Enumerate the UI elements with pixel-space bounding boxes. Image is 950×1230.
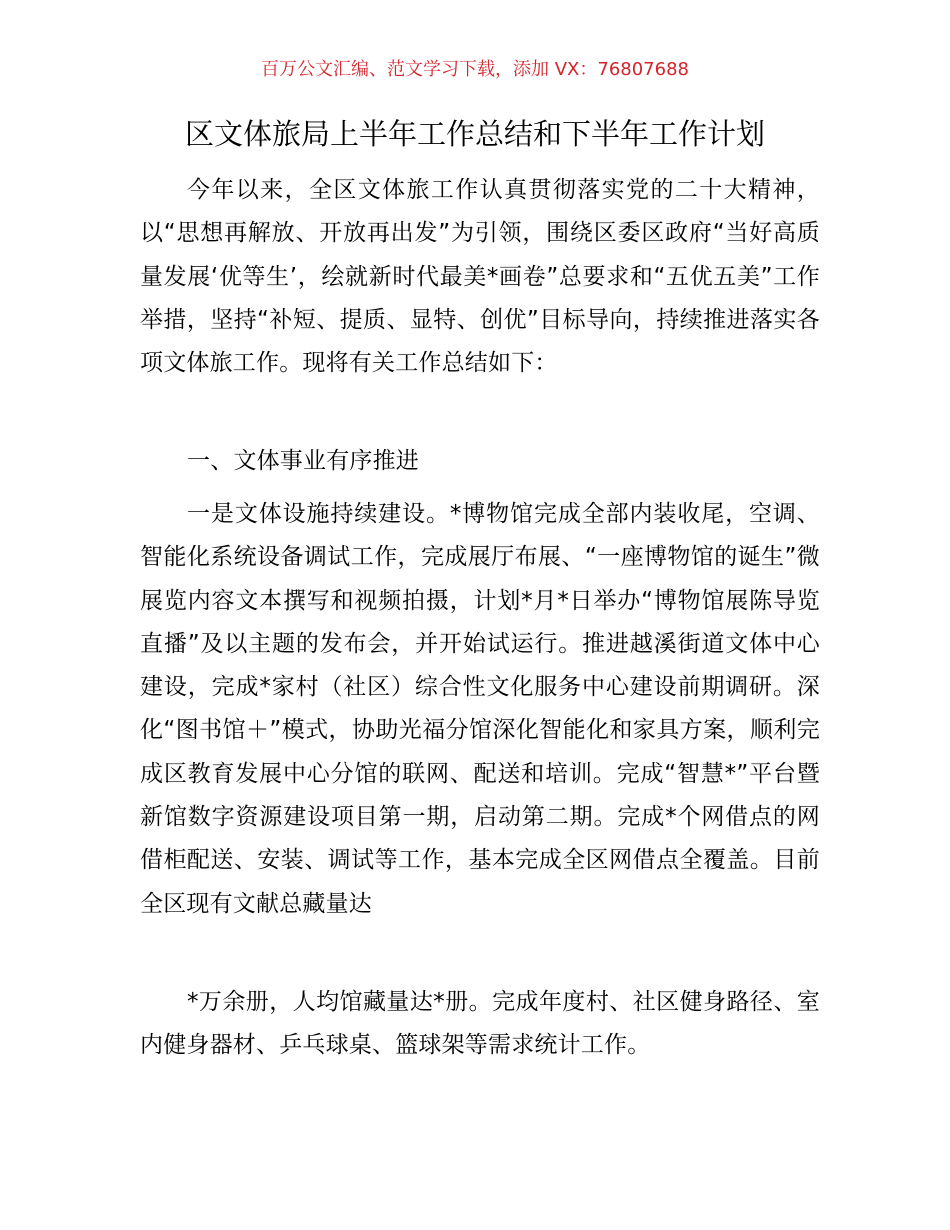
section-heading-1: 一、文体事业有序推进 (187, 448, 419, 474)
continuation-paragraph: *万余册，人均馆藏量达*册。完成年度村、社区健身路径、室内健身器材、乒乓球桌、篮球架等需求统计工作。 (140, 989, 820, 1059)
facilities-paragraph: 一是文体设施持续建设。*博物馆完成全部内装收尾，空调、智能化系统设备调试工作，完成展厅布展、“一座博物馆的诞生”微展览内容文本撰写和视频拍摄，计划*月*日举办“博物馆展陈导览直播”及以主题的发布会，并开始试运行。推进越溪街道文体中心建设，完成*家村（社区）综合性文化服务中心建设前期调研。深化“图书馆＋”模式，协助光福分馆深化智能化和家具方案，顺利完成区教育发展中心分馆的联网、配送和培训。完成“智慧*”平台暨新馆数字资源建设项目第一期，启动第二期。完成*个网借点的网借柜配送、安装、调试等工作，基本完成全区网借点全覆盖。目前全区现有文献总藏量达 (140, 501, 820, 917)
intro-paragraph: 今年以来，全区文体旅工作认真贯彻落实党的二十大精神，以“思想再解放、开放再出发”为引领，围绕区委区政府“当好高质量发展‘优等生’，绘就新时代最美*画卷”总要求和“五优五美”工作举措，坚持“补短、提质、显特、创优”目标导向，持续推进落实各项文体旅工作。现将有关工作总结如下： (140, 177, 820, 377)
header-promo-note: 百万公文汇编、范文学习下载，添加 VX：76807688 (261, 59, 689, 80)
document-title: 区文体旅局上半年工作总结和下半年工作计划 (184, 117, 765, 151)
